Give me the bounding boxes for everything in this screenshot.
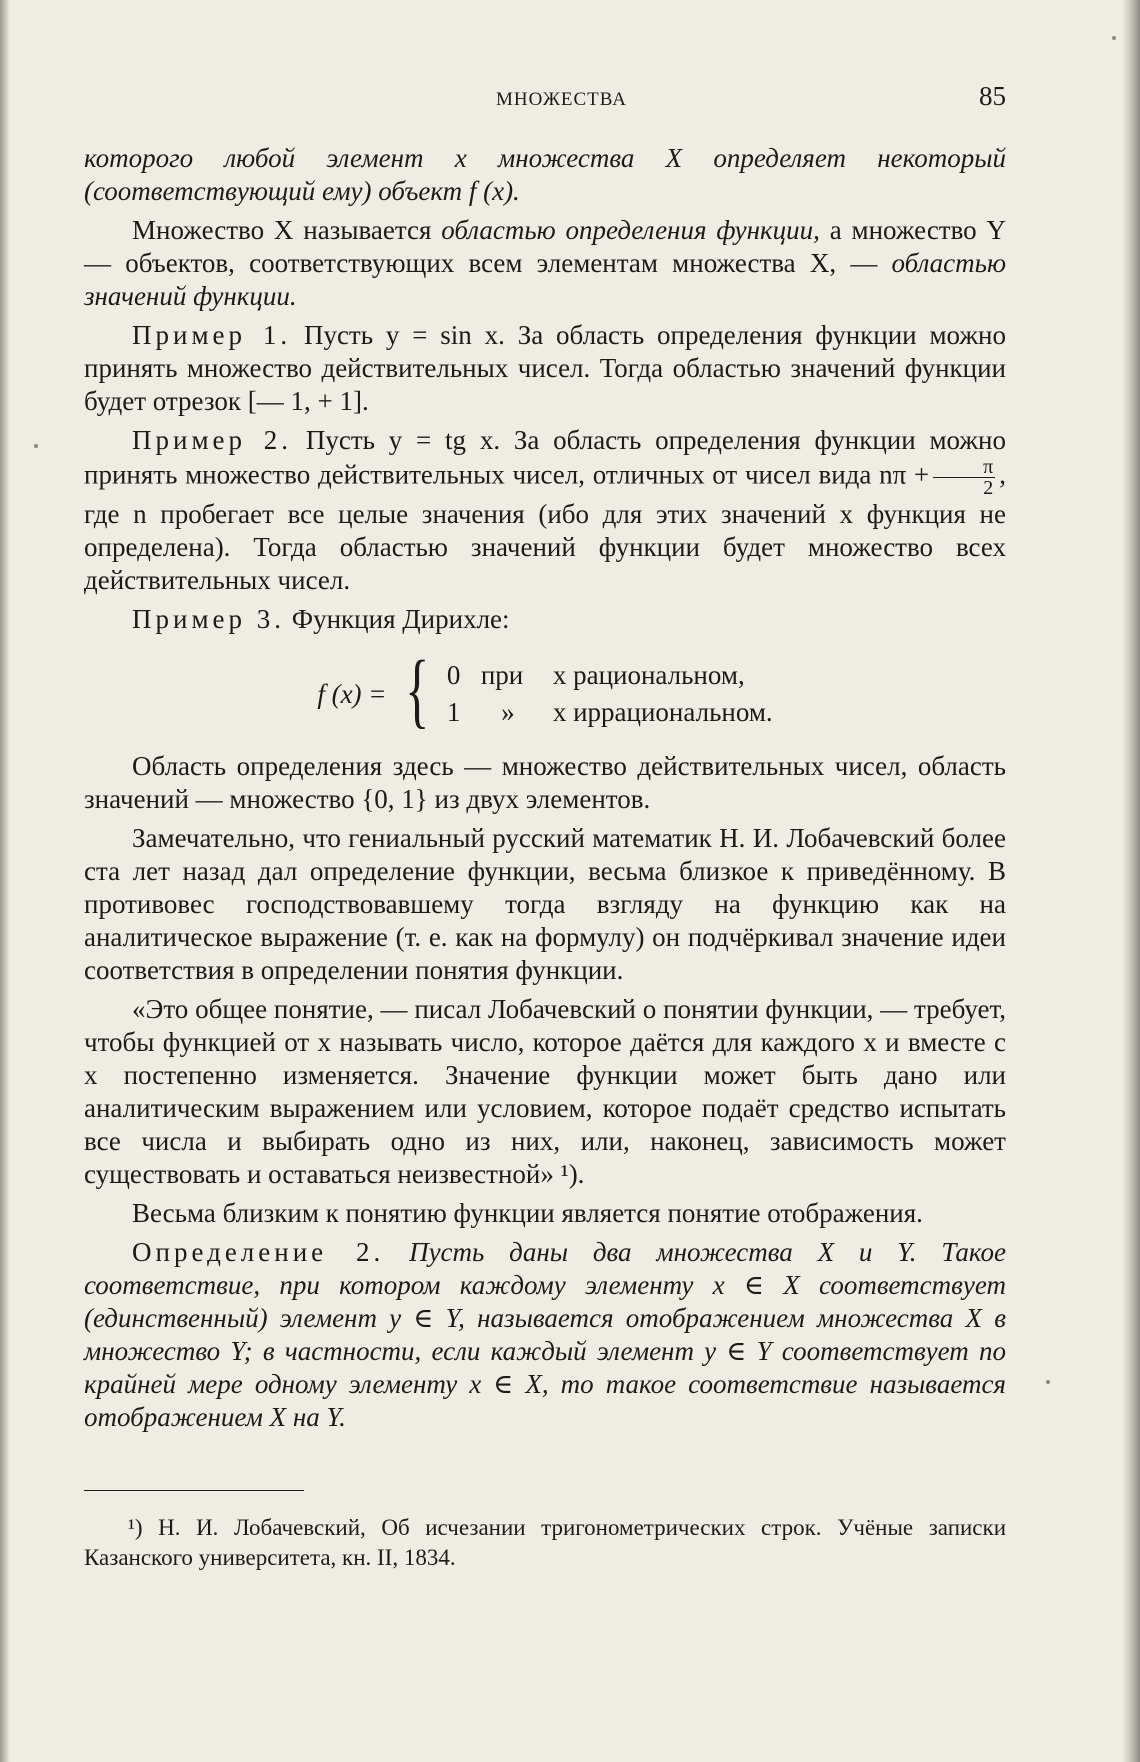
text-segment: Множество X называется — [132, 215, 442, 245]
formula-cases — [447, 659, 773, 729]
paragraph-example-3 — [84, 603, 1006, 636]
continuation-text: которого любой элемент x множества X определяет некоторый (соответствующий ему) объект f (x). — [84, 143, 1006, 206]
scan-speck — [34, 444, 38, 448]
page-number: 85 — [979, 81, 1006, 111]
definition-2-label: Определение 2. — [132, 1237, 385, 1267]
page-header — [84, 80, 1006, 142]
paragraph-quote: «Это общее понятие, — писал Лобачевский о понятии функции, — требует, чтобы функцией от x называть число, которое даётся для каждого x и вместе с x постепенно изменяется. Значение функции может быть дано или аналитическим выражением или условием, которое подаёт средство испытать все числа и выбирать одно из них, или, наконец, зависимость может существовать и оставаться неизвестной» ¹). — [84, 994, 1006, 1189]
running-head: МНОЖЕСТВА — [496, 89, 627, 110]
example-1-label: Пример 1. — [132, 320, 292, 350]
paragraph-lobachevsky: Замечательно, что гениальный русский математик Н. И. Лобачевский более ста лет назад дал определение функции, весьма близкое к приведённому. В противовес господствовавшему тогда взгляду на функцию как на аналитическое выражение (т. е. как на формулу) он подчёркивал значение идеи соответствия в определении понятия функции. — [84, 823, 1006, 985]
page-left-edge-shadow — [0, 0, 10, 1762]
example-2-text-b: , где n пробегает все целые значения (ибо для этих значений x функция не определена). Тогда областью значений функции будет множество всех действительных чисел. — [84, 459, 1006, 595]
paragraph-domain-range: Область определения здесь — множество действительных чисел, область значений — множество {0, 1} из двух элементов. — [84, 751, 1006, 814]
case-value: 0 — [446, 660, 461, 690]
example-1-text: Пусть y = sin x. За область определения функции можно принять множество действительных чисел. Тогда областью значений функции будет отрезок [— 1, + 1]. — [84, 320, 1006, 416]
book-page — [84, 80, 1006, 1579]
fraction-denominator: 2 — [983, 477, 994, 499]
scan-speck — [1046, 1380, 1050, 1384]
example-2-text-a: Пусть y = tg x. За область определения функции можно принять множество действительных чисел, отличных от чисел вида nπ + — [84, 425, 1006, 490]
formula-lhs: f (x) = — [317, 678, 387, 709]
scan-speck — [1112, 36, 1116, 40]
paragraph-mapping: Весьма близким к понятию функции является понятие отображения. — [132, 1198, 923, 1228]
fraction-pi-over-2 — [933, 457, 995, 498]
term-range: областью значений функции. — [84, 248, 1006, 311]
term-domain: областью определения функции, — [441, 215, 820, 245]
formula-case-irrational — [447, 696, 773, 729]
page-right-edge-shadow — [1122, 0, 1140, 1762]
formula-brace: { — [404, 644, 429, 737]
fraction-numerator: π — [933, 457, 995, 478]
paragraph-definition-2 — [84, 1236, 1006, 1434]
paragraph-example-2 — [84, 424, 1006, 597]
case-condition: при — [480, 660, 524, 690]
formula-case-rational — [447, 659, 773, 692]
footnote-rule — [84, 1490, 304, 1491]
example-3-text: Функция Дирихле: — [285, 604, 510, 634]
case-text: x иррациональном. — [552, 697, 773, 727]
paragraph-continuation — [84, 142, 1006, 208]
case-value: 1 — [446, 697, 461, 727]
case-condition: » — [501, 697, 515, 727]
case-text: x рациональном, — [552, 660, 745, 690]
text-segment: а множество Y — объектов, соответствующих всем элементам множества X, — — [84, 215, 1006, 278]
example-3-label: Пример 3. — [132, 604, 286, 634]
dirichlet-formula — [84, 644, 1006, 737]
example-2-label: Пример 2. — [132, 425, 293, 455]
paragraph-domain-definition — [84, 214, 1006, 313]
footnote: ¹) Н. И. Лобачевский, Об исчезании тригонометрических строк. Учёные записки Казанского университета, кн. II, 1834. — [84, 1515, 1006, 1570]
paragraph-example-1 — [84, 319, 1006, 418]
definition-2-text: Пусть даны два множества X и Y. Такое соответствие, при котором каждому элементу x ∈ X соответствует (единственный) элемент y ∈ Y, называется отображением множества X в множество Y; в частности, если каждый элемент y ∈ Y соответствует по крайней мере одному элементу x ∈ X, то такое соответствие называется отображением X на Y. — [84, 1237, 1006, 1432]
